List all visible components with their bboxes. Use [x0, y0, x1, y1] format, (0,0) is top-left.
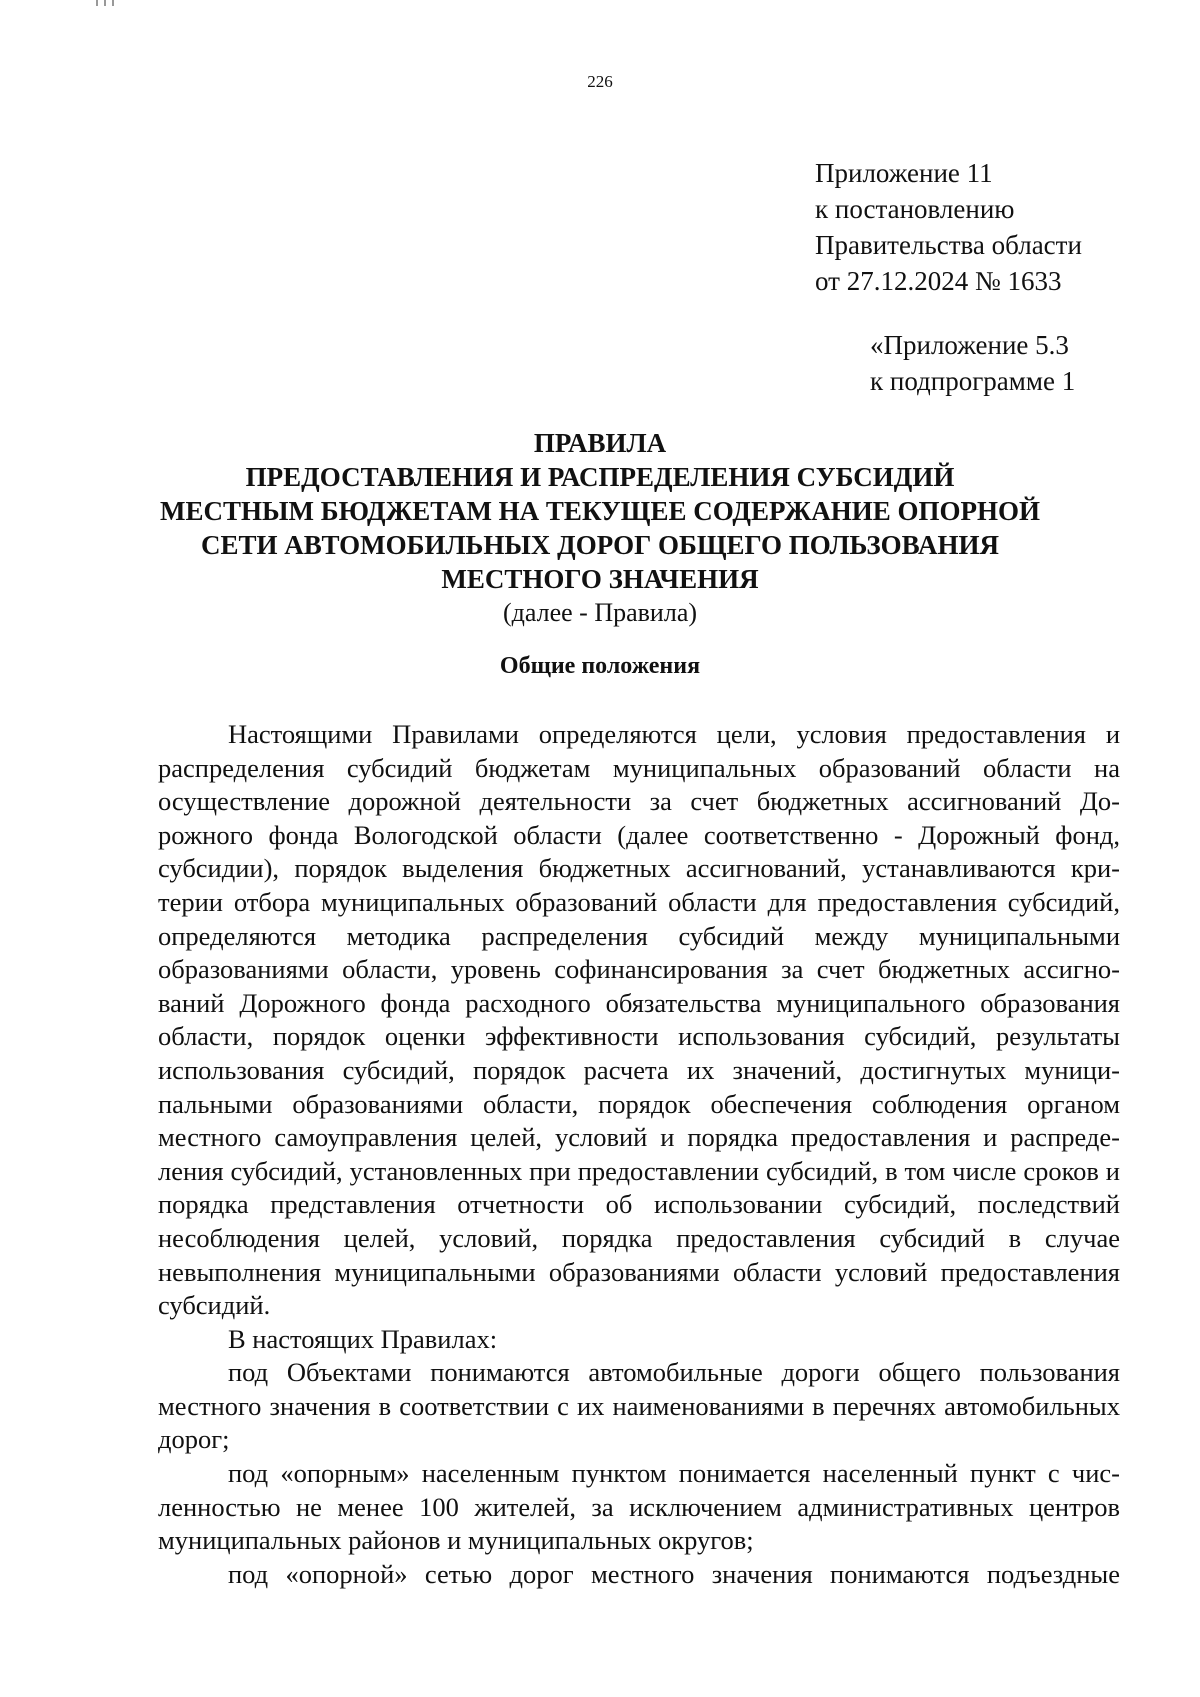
appendix-line: от 27.12.2024 № 1633 — [815, 266, 1062, 296]
document-title — [150, 426, 1050, 630]
section-heading: Общие положения — [499, 653, 701, 679]
title-line: ПРАВИЛА — [533, 428, 667, 458]
title-line: СЕТИ АВТОМОБИЛЬНЫХ ДОРОГ ОБЩЕГО ПОЛЬЗОВАНИЯ — [201, 530, 999, 560]
title-line: МЕСТНОГО ЗНАЧЕНИЯ — [441, 564, 759, 594]
title-subtitle: (далее - Правила) — [502, 598, 698, 627]
paragraph: под «опорным» населенным пунктом понимается населенный пункт с численностью не менее 100 жителей, за исключением административных центров муниципальных районов и муниципальных округов; — [158, 1458, 1120, 1556]
appendix-line: Приложение 11 — [815, 158, 993, 188]
scan-artifact-top — [112, 0, 114, 6]
sub-appendix-line: «Приложение 5.3 — [870, 330, 1069, 360]
paragraph: Настоящими Правилами определяются цели, условия предоставления и распределения субсидий бюджетам муниципальных образований области на осуществление дорожной деятельности за счет бюджетных ассигнований Дорожного фонда Вологодской области (далее соответственно - Дорожный фонд, субсидии), порядок выделения бюджетных ассигнований, устанавливаются критерии отбора муниципальных образований области для предоставления субсидий, определяются методика распределения субсидий между муниципальными образованиями области, уровень софинансирования за счет бюджетных ассигнований Дорожного фонда расходного обязательства муниципального образования области, порядок оценки эффективности использования субсидий, результаты использования субсидий, порядок расчета их значений, достигнутых муниципальными образованиями области, порядок обеспечения соблюдения органом местного самоуправления целей, условий и порядка предоставления и распределения субсидий, установленных при предоставлении субсидий, в том числе сроков и порядка представления отчетности об использовании субсидий, последствий несоблюдения целей, условий, порядка предоставления субсидий в случае невыполнения муниципальными образованиями области условий предоставления субсидий. — [158, 719, 1120, 1321]
appendix-reference — [815, 155, 1082, 299]
title-line: ПРЕДОСТАВЛЕНИЯ И РАСПРЕДЕЛЕНИЯ СУБСИДИЙ — [245, 462, 955, 492]
title-line: МЕСТНЫМ БЮДЖЕТАМ НА ТЕКУЩЕЕ СОДЕРЖАНИЕ ОПОРНОЙ — [160, 496, 1040, 526]
appendix-line: Правительства области — [815, 230, 1082, 260]
appendix-line: к постановлению — [815, 194, 1015, 224]
page-number: 226 — [587, 72, 613, 91]
sub-appendix-line: к подпрограмме 1 — [870, 366, 1076, 396]
scan-artifact-top — [96, 0, 98, 6]
body-text — [158, 718, 1120, 1591]
scan-artifact-top — [104, 0, 106, 6]
paragraph: под Объектами понимаются автомобильные дороги общего пользования местного значения в соответствии с их наименованиями в перечнях автомобильных дорог; — [158, 1357, 1120, 1455]
paragraph: В настоящих Правилах: — [228, 1323, 498, 1354]
sub-appendix-reference — [870, 327, 1075, 399]
paragraph: под «опорной» сетью дорог местного значения понимаются подъездные — [228, 1558, 1120, 1589]
